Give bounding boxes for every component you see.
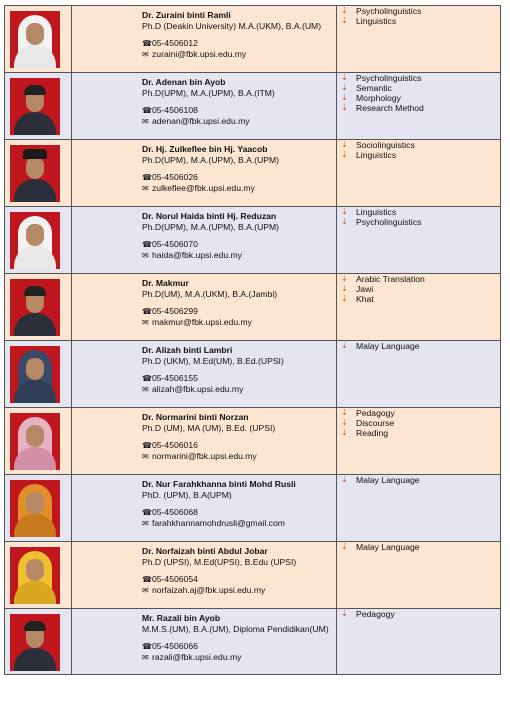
staff-name: Dr. Adenan bin Ayob bbox=[142, 77, 226, 87]
staff-name: Dr. Makmur bbox=[142, 278, 189, 288]
face-shape bbox=[26, 358, 44, 380]
photo-cell bbox=[5, 542, 72, 609]
staff-row bbox=[5, 140, 501, 207]
expertise-cell bbox=[337, 274, 501, 341]
expertise-item bbox=[337, 274, 425, 284]
staff-photo bbox=[10, 413, 60, 470]
staff-table-body bbox=[5, 6, 501, 675]
phone-line bbox=[142, 239, 336, 250]
expertise-cell bbox=[337, 207, 501, 274]
photo-cell bbox=[5, 609, 72, 675]
staff-degrees: M.M.S.(UM), B.A.(UM), Diploma Pendidikan(UM) bbox=[142, 624, 329, 634]
arrow-bullet-icon: ⇣ bbox=[341, 341, 348, 350]
staff-row bbox=[5, 475, 501, 542]
arrow-bullet-icon: ⇣ bbox=[341, 207, 348, 216]
staff-row bbox=[5, 207, 501, 274]
info-cell bbox=[72, 542, 337, 609]
photo-cell bbox=[5, 207, 72, 274]
staff-phone: 05-4506068 bbox=[152, 507, 198, 517]
body-shape bbox=[14, 648, 56, 671]
arrow-bullet-icon: ⇣ bbox=[341, 103, 348, 112]
email-line bbox=[142, 116, 336, 127]
info-cell bbox=[72, 6, 337, 73]
expertise-label: Jawi bbox=[356, 284, 374, 294]
phone-line bbox=[142, 440, 336, 451]
info-cell bbox=[72, 140, 337, 207]
info-cell bbox=[72, 73, 337, 140]
expertise-item bbox=[337, 284, 425, 294]
arrow-bullet-icon: ⇣ bbox=[341, 83, 348, 92]
phone-line bbox=[142, 373, 336, 384]
expertise-item bbox=[337, 418, 395, 428]
staff-photo bbox=[10, 78, 60, 135]
expertise-item bbox=[337, 542, 420, 552]
envelope-icon: ✉ bbox=[142, 251, 149, 260]
expertise-item bbox=[337, 609, 395, 619]
staff-name: Dr. Hj. Zulkeflee bin Hj. Yaacob bbox=[142, 144, 268, 154]
staff-name: Dr. Nur Farahkhanna binti Mohd Rusli bbox=[142, 479, 296, 489]
staff-degrees: PhD. (UPM), B.A(UPM) bbox=[142, 490, 232, 500]
email-line bbox=[142, 585, 336, 596]
arrow-bullet-icon: ⇣ bbox=[341, 408, 348, 417]
expertise-item bbox=[337, 150, 415, 160]
expertise-cell bbox=[337, 73, 501, 140]
phone-icon: ☎ bbox=[142, 173, 152, 182]
arrow-bullet-icon: ⇣ bbox=[341, 274, 348, 283]
staff-directory-table bbox=[4, 5, 501, 675]
staff-email[interactable]: zuraini@fbk.upsi.edu.my bbox=[152, 49, 247, 59]
email-line bbox=[142, 250, 336, 261]
arrow-bullet-icon: ⇣ bbox=[341, 150, 348, 159]
envelope-icon: ✉ bbox=[142, 385, 149, 394]
staff-photo bbox=[10, 346, 60, 403]
expertise-cell bbox=[337, 341, 501, 408]
staff-phone: 05-4506026 bbox=[152, 172, 198, 182]
expertise-label: Psycholinguistics bbox=[356, 6, 422, 16]
photo-cell bbox=[5, 475, 72, 542]
expertise-label: Arabic Translation bbox=[356, 274, 425, 284]
expertise-cell bbox=[337, 609, 501, 675]
expertise-item bbox=[337, 93, 424, 103]
email-line bbox=[142, 49, 336, 60]
staff-row bbox=[5, 6, 501, 73]
phone-line bbox=[142, 105, 336, 116]
envelope-icon: ✉ bbox=[142, 117, 149, 126]
expertise-list bbox=[337, 73, 424, 113]
staff-row bbox=[5, 73, 501, 140]
arrow-bullet-icon: ⇣ bbox=[341, 93, 348, 102]
staff-phone: 05-4506070 bbox=[152, 239, 198, 249]
photo-cell bbox=[5, 274, 72, 341]
arrow-bullet-icon: ⇣ bbox=[341, 542, 348, 551]
arrow-bullet-icon: ⇣ bbox=[341, 609, 348, 618]
expertise-list bbox=[337, 341, 420, 351]
expertise-item bbox=[337, 207, 421, 217]
phone-icon: ☎ bbox=[142, 508, 152, 517]
expertise-item bbox=[337, 83, 424, 93]
expertise-label: Psycholinguistics bbox=[356, 73, 422, 83]
face-shape bbox=[26, 559, 44, 581]
arrow-bullet-icon: ⇣ bbox=[341, 217, 348, 226]
staff-email[interactable]: razali@fbk.upsi.edu.my bbox=[152, 652, 242, 662]
expertise-label: Morphology bbox=[356, 93, 401, 103]
expertise-list bbox=[337, 609, 395, 619]
info-cell bbox=[72, 609, 337, 675]
expertise-item bbox=[337, 341, 420, 351]
staff-email[interactable]: makmur@fbk.upsi.edu.my bbox=[152, 317, 252, 327]
arrow-bullet-icon: ⇣ bbox=[341, 140, 348, 149]
staff-degrees: Ph.D (UM), MA (UM), B.Ed. (UPSI) bbox=[142, 423, 276, 433]
expertise-item bbox=[337, 294, 425, 304]
phone-line bbox=[142, 574, 336, 585]
staff-photo bbox=[10, 480, 60, 537]
expertise-item bbox=[337, 475, 420, 485]
photo-cell bbox=[5, 140, 72, 207]
phone-icon: ☎ bbox=[142, 39, 152, 48]
phone-line bbox=[142, 306, 336, 317]
expertise-label: Reading bbox=[356, 428, 389, 438]
staff-degrees: Ph.D (UKM), M.Ed(UM), B.Ed.(UPSI) bbox=[142, 356, 284, 366]
body-shape bbox=[14, 179, 56, 202]
expertise-list bbox=[337, 207, 421, 227]
arrow-bullet-icon: ⇣ bbox=[341, 73, 348, 82]
staff-phone: 05-4506299 bbox=[152, 306, 198, 316]
info-cell bbox=[72, 475, 337, 542]
staff-email[interactable]: normarini@fbk.upsi.edu.my bbox=[152, 451, 257, 461]
staff-photo bbox=[10, 547, 60, 604]
staff-email[interactable]: adenan@fbk.upsi.edu.my bbox=[152, 116, 250, 126]
envelope-icon: ✉ bbox=[142, 50, 149, 59]
envelope-icon: ✉ bbox=[142, 318, 149, 327]
envelope-icon: ✉ bbox=[142, 586, 149, 595]
staff-degrees: Ph.D(UPM), M.A.(UPM), B.A.(UPM) bbox=[142, 222, 280, 232]
staff-row bbox=[5, 341, 501, 408]
expertise-label: Malay Language bbox=[356, 341, 420, 351]
info-cell bbox=[72, 207, 337, 274]
expertise-label: Psycholinguistics bbox=[356, 217, 422, 227]
expertise-item bbox=[337, 140, 415, 150]
expertise-cell bbox=[337, 542, 501, 609]
staff-photo bbox=[10, 279, 60, 336]
photo-cell bbox=[5, 73, 72, 140]
hair-shape bbox=[24, 85, 46, 95]
phone-icon: ☎ bbox=[142, 106, 152, 115]
phone-icon: ☎ bbox=[142, 307, 152, 316]
body-shape bbox=[14, 112, 56, 135]
expertise-cell bbox=[337, 475, 501, 542]
expertise-label: Malay Language bbox=[356, 475, 420, 485]
email-line bbox=[142, 183, 336, 194]
phone-line bbox=[142, 172, 336, 183]
staff-name: Dr. Norul Haida binti Hj. Reduzan bbox=[142, 211, 277, 221]
expertise-label: Pedagogy bbox=[356, 609, 395, 619]
info-cell bbox=[72, 274, 337, 341]
expertise-label: Research Method bbox=[356, 103, 424, 113]
staff-email[interactable]: norfaizah.aj@fbk.upsi.edu.my bbox=[152, 585, 266, 595]
photo-cell bbox=[5, 6, 72, 73]
expertise-label: Linguistics bbox=[356, 207, 397, 217]
staff-row bbox=[5, 609, 501, 675]
envelope-icon: ✉ bbox=[142, 653, 149, 662]
phone-line bbox=[142, 38, 336, 49]
expertise-label: Linguistics bbox=[356, 16, 397, 26]
staff-email[interactable]: zulkeflee@fbk.upsi.edu.my bbox=[152, 183, 255, 193]
staff-phone: 05-4506108 bbox=[152, 105, 198, 115]
staff-row bbox=[5, 408, 501, 475]
staff-email[interactable]: haida@fbk.upsi.edu.my bbox=[152, 250, 242, 260]
staff-email[interactable]: alizah@fbk.upsi.edu.my bbox=[152, 384, 244, 394]
expertise-item bbox=[337, 217, 421, 227]
expertise-list bbox=[337, 274, 425, 304]
staff-photo bbox=[10, 212, 60, 269]
arrow-bullet-icon: ⇣ bbox=[341, 294, 348, 303]
arrow-bullet-icon: ⇣ bbox=[341, 418, 348, 427]
phone-line bbox=[142, 507, 336, 518]
expertise-item bbox=[337, 103, 424, 113]
staff-degrees: Ph.D(UM), M.A.(UKM), B.A.(Jambi) bbox=[142, 289, 278, 299]
arrow-bullet-icon: ⇣ bbox=[341, 284, 348, 293]
envelope-icon: ✉ bbox=[142, 452, 149, 461]
hair-shape bbox=[24, 286, 46, 296]
expertise-list bbox=[337, 408, 395, 438]
staff-name: Dr. Zuraini binti Ramli bbox=[142, 10, 231, 20]
staff-name: Dr. Normarini binti Norzan bbox=[142, 412, 249, 422]
expertise-list bbox=[337, 542, 420, 552]
expertise-label: Sociolinguistics bbox=[356, 140, 415, 150]
staff-degrees: Ph.D(UPM), M.A.(UPM), B.A.(UPM) bbox=[142, 155, 280, 165]
arrow-bullet-icon: ⇣ bbox=[341, 428, 348, 437]
face-shape bbox=[26, 425, 44, 447]
email-line bbox=[142, 652, 336, 663]
staff-degrees: Ph.D (UPSI), M.Ed(UPSI), B.Edu (UPSI) bbox=[142, 557, 297, 567]
photo-cell bbox=[5, 408, 72, 475]
email-line bbox=[142, 384, 336, 395]
staff-phone: 05-4506012 bbox=[152, 38, 198, 48]
email-line bbox=[142, 451, 336, 462]
expertise-item bbox=[337, 408, 395, 418]
phone-line bbox=[142, 641, 336, 652]
info-cell bbox=[72, 341, 337, 408]
phone-icon: ☎ bbox=[142, 642, 152, 651]
arrow-bullet-icon: ⇣ bbox=[341, 16, 348, 25]
body-shape bbox=[14, 313, 56, 336]
face-shape bbox=[26, 157, 44, 179]
expertise-label: Semantic bbox=[356, 83, 392, 93]
envelope-icon: ✉ bbox=[142, 519, 149, 528]
email-line bbox=[142, 518, 336, 529]
staff-phone: 05-4506016 bbox=[152, 440, 198, 450]
staff-row bbox=[5, 274, 501, 341]
face-shape bbox=[26, 224, 44, 246]
expertise-item bbox=[337, 428, 395, 438]
phone-icon: ☎ bbox=[142, 575, 152, 584]
staff-phone: 05-4506054 bbox=[152, 574, 198, 584]
phone-icon: ☎ bbox=[142, 374, 152, 383]
arrow-bullet-icon: ⇣ bbox=[341, 475, 348, 484]
email-line bbox=[142, 317, 336, 328]
staff-phone: 05-4506066 bbox=[152, 641, 198, 651]
arrow-bullet-icon: ⇣ bbox=[341, 6, 348, 15]
expertise-item bbox=[337, 16, 421, 26]
staff-name: Dr. Norfaizah binti Abdul Jobar bbox=[142, 546, 268, 556]
photo-cell bbox=[5, 341, 72, 408]
expertise-label: Pedagogy bbox=[356, 408, 395, 418]
expertise-label: Malay Language bbox=[356, 542, 420, 552]
expertise-list bbox=[337, 140, 415, 160]
expertise-item bbox=[337, 73, 424, 83]
staff-degrees: Ph.D(UPM), M.A.(UPM), B.A.(ITM) bbox=[142, 88, 275, 98]
staff-photo bbox=[10, 11, 60, 68]
expertise-cell bbox=[337, 408, 501, 475]
phone-icon: ☎ bbox=[142, 441, 152, 450]
staff-photo bbox=[10, 145, 60, 202]
expertise-cell bbox=[337, 140, 501, 207]
staff-email[interactable]: farahkhannamohdrusli@gmail.com bbox=[152, 518, 285, 528]
face-shape bbox=[26, 492, 44, 514]
expertise-list bbox=[337, 475, 420, 485]
info-cell bbox=[72, 408, 337, 475]
hair-shape bbox=[24, 621, 46, 631]
face-shape bbox=[26, 23, 44, 45]
songkok-shape bbox=[23, 149, 47, 159]
expertise-label: Discourse bbox=[356, 418, 395, 428]
expertise-label: Khat bbox=[356, 294, 374, 304]
expertise-cell bbox=[337, 6, 501, 73]
phone-icon: ☎ bbox=[142, 240, 152, 249]
staff-degrees: Ph.D (Deakin University) M.A.(UKM), B.A.(UM) bbox=[142, 21, 322, 31]
staff-name: Mr. Razali bin Ayob bbox=[142, 613, 221, 623]
expertise-item bbox=[337, 6, 421, 16]
expertise-label: Linguistics bbox=[356, 150, 397, 160]
staff-phone: 05-4506155 bbox=[152, 373, 198, 383]
staff-row bbox=[5, 542, 501, 609]
expertise-list bbox=[337, 6, 421, 26]
envelope-icon: ✉ bbox=[142, 184, 149, 193]
staff-name: Dr. Alizah binti Lambri bbox=[142, 345, 233, 355]
staff-photo bbox=[10, 614, 60, 671]
